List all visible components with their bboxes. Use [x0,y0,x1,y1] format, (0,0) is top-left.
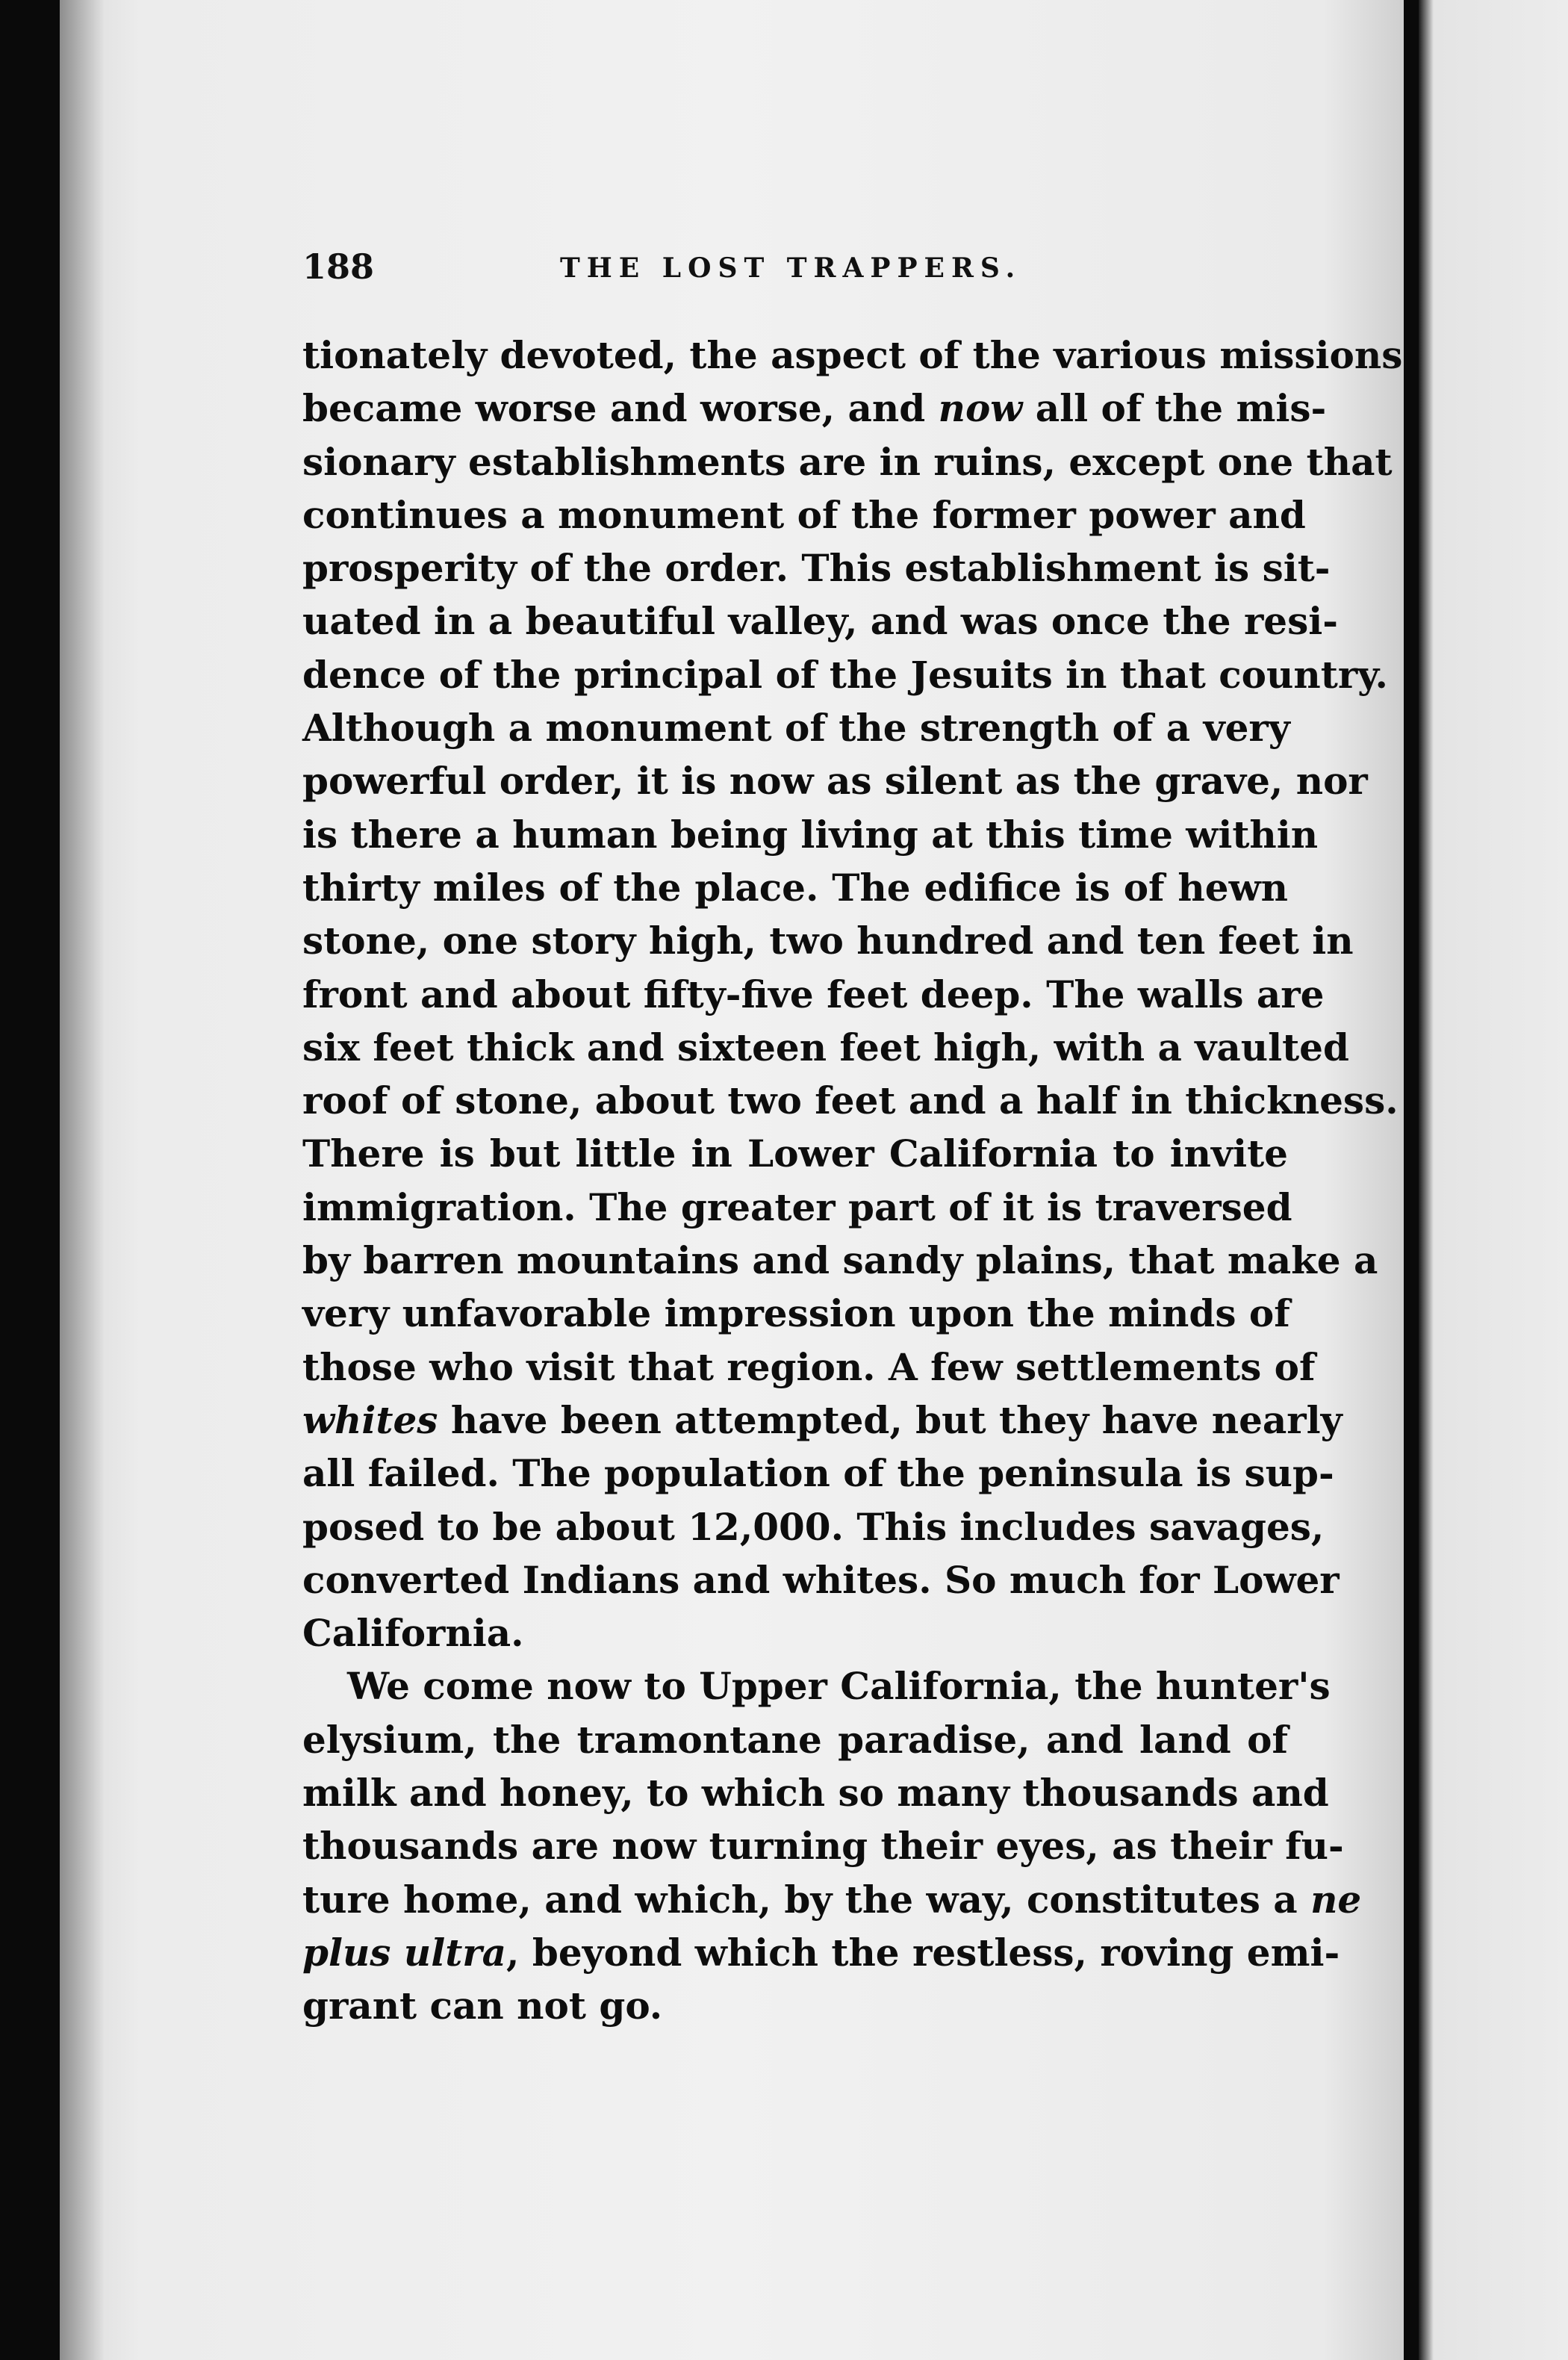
text-line: front and about fifty-five feet deep. The walls are [302,972,1325,1016]
text-line: powerful order, it is now as silent as the grave, nor [302,759,1368,804]
italic-text: now [938,386,1023,431]
text-line: prosperity of the order. This establishment is sit- [302,546,1331,591]
text-line: uated in a beautiful valley, and was once the resi- [302,599,1338,644]
text-line: sionary establishments are in ruins, except one that [302,439,1393,484]
text-line: stone, one story high, two hundred and ten feet in [302,919,1354,963]
text-line: We come now to Upper California, the hunter's [347,1664,1331,1709]
text-line: milk and honey, to which so many thousands and [302,1771,1329,1816]
text-line: California. [302,1611,524,1656]
text-line: whites have been attempted, but they have nearly [302,1397,1343,1442]
text-line: There is but little in Lower California to invite [302,1131,1288,1176]
text-line: is there a human being living at this time within [302,812,1319,857]
text-line: plus ultra, beyond which the restless, roving emi- [302,1930,1340,1975]
text-line: continues a monument of the former power and [302,492,1306,537]
text-line: grant can not go. [302,1984,663,2028]
text-line: dence of the principal of the Jesuits in that country. [302,652,1388,697]
text-line: converted Indians and whites. So much for Lower [302,1557,1340,1602]
text-line: ture home, and which, by the way, constitutes a ne [302,1877,1362,1922]
text-line: thirty miles of the place. The edifice is of hewn [302,865,1288,910]
running-head: THE LOST TRAPPERS. [560,252,1022,284]
text-line: all failed. The population of the peninsula is sup- [302,1451,1334,1496]
text-line: thousands are now turning their eyes, as their fu- [302,1824,1344,1869]
body-text [302,329,1403,2033]
text-line: posed to be about 12,000. This includes savages, [302,1504,1325,1549]
text-line: Although a monument of the strength of a very [302,706,1290,751]
text-line: very unfavorable impression upon the minds of [302,1291,1290,1336]
italic-text: ne [1310,1877,1362,1922]
text-line: roof of stone, about two feet and a half in thickness. [302,1078,1399,1123]
text-line: those who visit that region. A few settlements of [302,1344,1316,1389]
gutter-shadow [60,0,105,2360]
text-line: became worse and worse, and now all of the mis- [302,386,1327,431]
text-line: elysium, the tramontane paradise, and land of [302,1717,1288,1762]
italic-text: whites [302,1397,438,1442]
text-line: by barren mountains and sandy plains, that make a [302,1238,1378,1283]
adjacent-page-edge [1419,0,1568,2360]
text-line: immigration. The greater part of it is traversed [302,1184,1292,1229]
text-line: six feet thick and sixteen feet high, with a vaulted [302,1025,1349,1069]
page-header [302,246,1288,306]
italic-text: plus ultra [302,1930,507,1975]
page-number: 188 [302,246,375,287]
text-line: tionately devoted, the aspect of the various missions [302,333,1403,377]
